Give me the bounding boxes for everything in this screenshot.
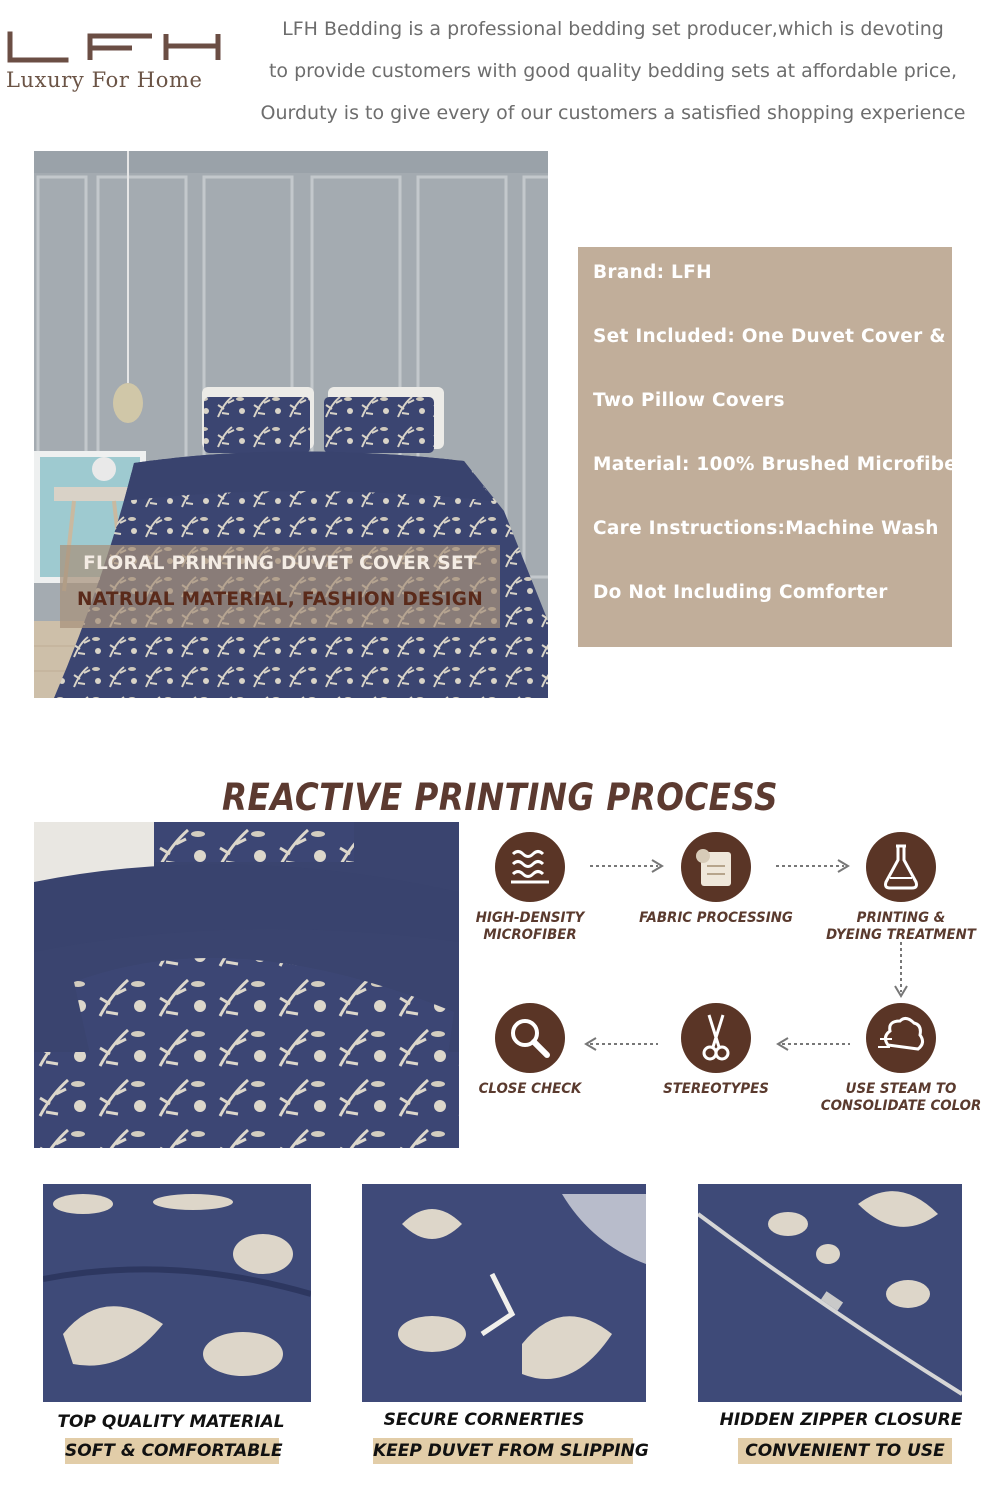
- spec-set-included-cont: Two Pillow Covers: [593, 390, 785, 411]
- fiber-waves-icon: [495, 832, 565, 902]
- feature-photo-zipper: [698, 1184, 962, 1402]
- brand-logo: [6, 30, 222, 96]
- logo-letters-graphic: [6, 30, 222, 66]
- arrow-down-icon: [891, 940, 911, 998]
- fabric-roll-icon: [681, 832, 751, 902]
- feature-title: SECURE CORNERTIES: [383, 1410, 585, 1430]
- steam-icon: [866, 1003, 936, 1073]
- process-title: REACTIVE PRINTING PROCESS: [222, 776, 778, 819]
- step-label: CLOSE CHECK: [478, 1081, 582, 1097]
- feature-title: HIDDEN ZIPPER CLOSURE: [719, 1410, 963, 1430]
- spec-care: Care Instructions:Machine Wash: [593, 518, 939, 539]
- step-label: HIGH-DENSITY MICROFIBER: [475, 910, 585, 943]
- feature-subtitle: KEEP DUVET FROM SLIPPING: [373, 1438, 633, 1464]
- process-step-fabric: [616, 832, 816, 927]
- process-step-close-check: [430, 1003, 630, 1098]
- logo-tagline: Luxury For Home: [6, 68, 203, 92]
- hero-banner: [60, 545, 500, 628]
- hero-headline: FLORAL PRINTING DUVET COVER SET: [83, 553, 477, 574]
- intro-text: [232, 8, 994, 134]
- scissors-icon: [681, 1003, 751, 1073]
- pillow-illustration: [34, 822, 459, 1148]
- feature-photo-corner-ties: [362, 1184, 646, 1402]
- process-step-microfiber: [430, 832, 630, 944]
- feature-subtitle: SOFT & COMFORTABLE: [65, 1438, 279, 1464]
- step-label: FABRIC PROCESSING: [639, 910, 793, 926]
- feature-subtitle: CONVENIENT TO USE: [738, 1438, 952, 1464]
- spec-not-included: Do Not Including Comforter: [593, 582, 888, 603]
- step-label: PRINTING & DYEING TREATMENT: [826, 910, 976, 943]
- feature-title: TOP QUALITY MATERIAL: [57, 1412, 285, 1432]
- feature-photo-material: [43, 1184, 311, 1402]
- process-step-dyeing: [801, 832, 1000, 944]
- spec-brand: Brand: LFH: [593, 262, 712, 283]
- step-label: STEREOTYPES: [663, 1081, 769, 1097]
- process-step-steam: [801, 1003, 1000, 1115]
- product-spec-card: [578, 247, 967, 647]
- hero-bedroom-photo: [34, 151, 548, 698]
- intro-line: LFH Bedding is a professional bedding set producer,which is devoting: [282, 18, 944, 40]
- intro-line: Ourduty is to give every of our customers a satisfied shopping experience: [260, 102, 966, 124]
- pillow-closeup-photo: [34, 822, 459, 1148]
- spec-material: Material: 100% Brushed Microfiber: [593, 454, 967, 475]
- hero-subheadline: NATRUAL MATERIAL, FASHION DESIGN: [76, 589, 484, 610]
- spec-set-included: Set Included: One Duvet Cover &: [593, 326, 946, 347]
- magnifier-icon: [495, 1003, 565, 1073]
- flask-icon: [866, 832, 936, 902]
- step-label: USE STEAM TO CONSOLIDATE COLOR: [820, 1081, 982, 1114]
- intro-line: to provide customers with good quality bedding sets at affordable price,: [268, 60, 958, 82]
